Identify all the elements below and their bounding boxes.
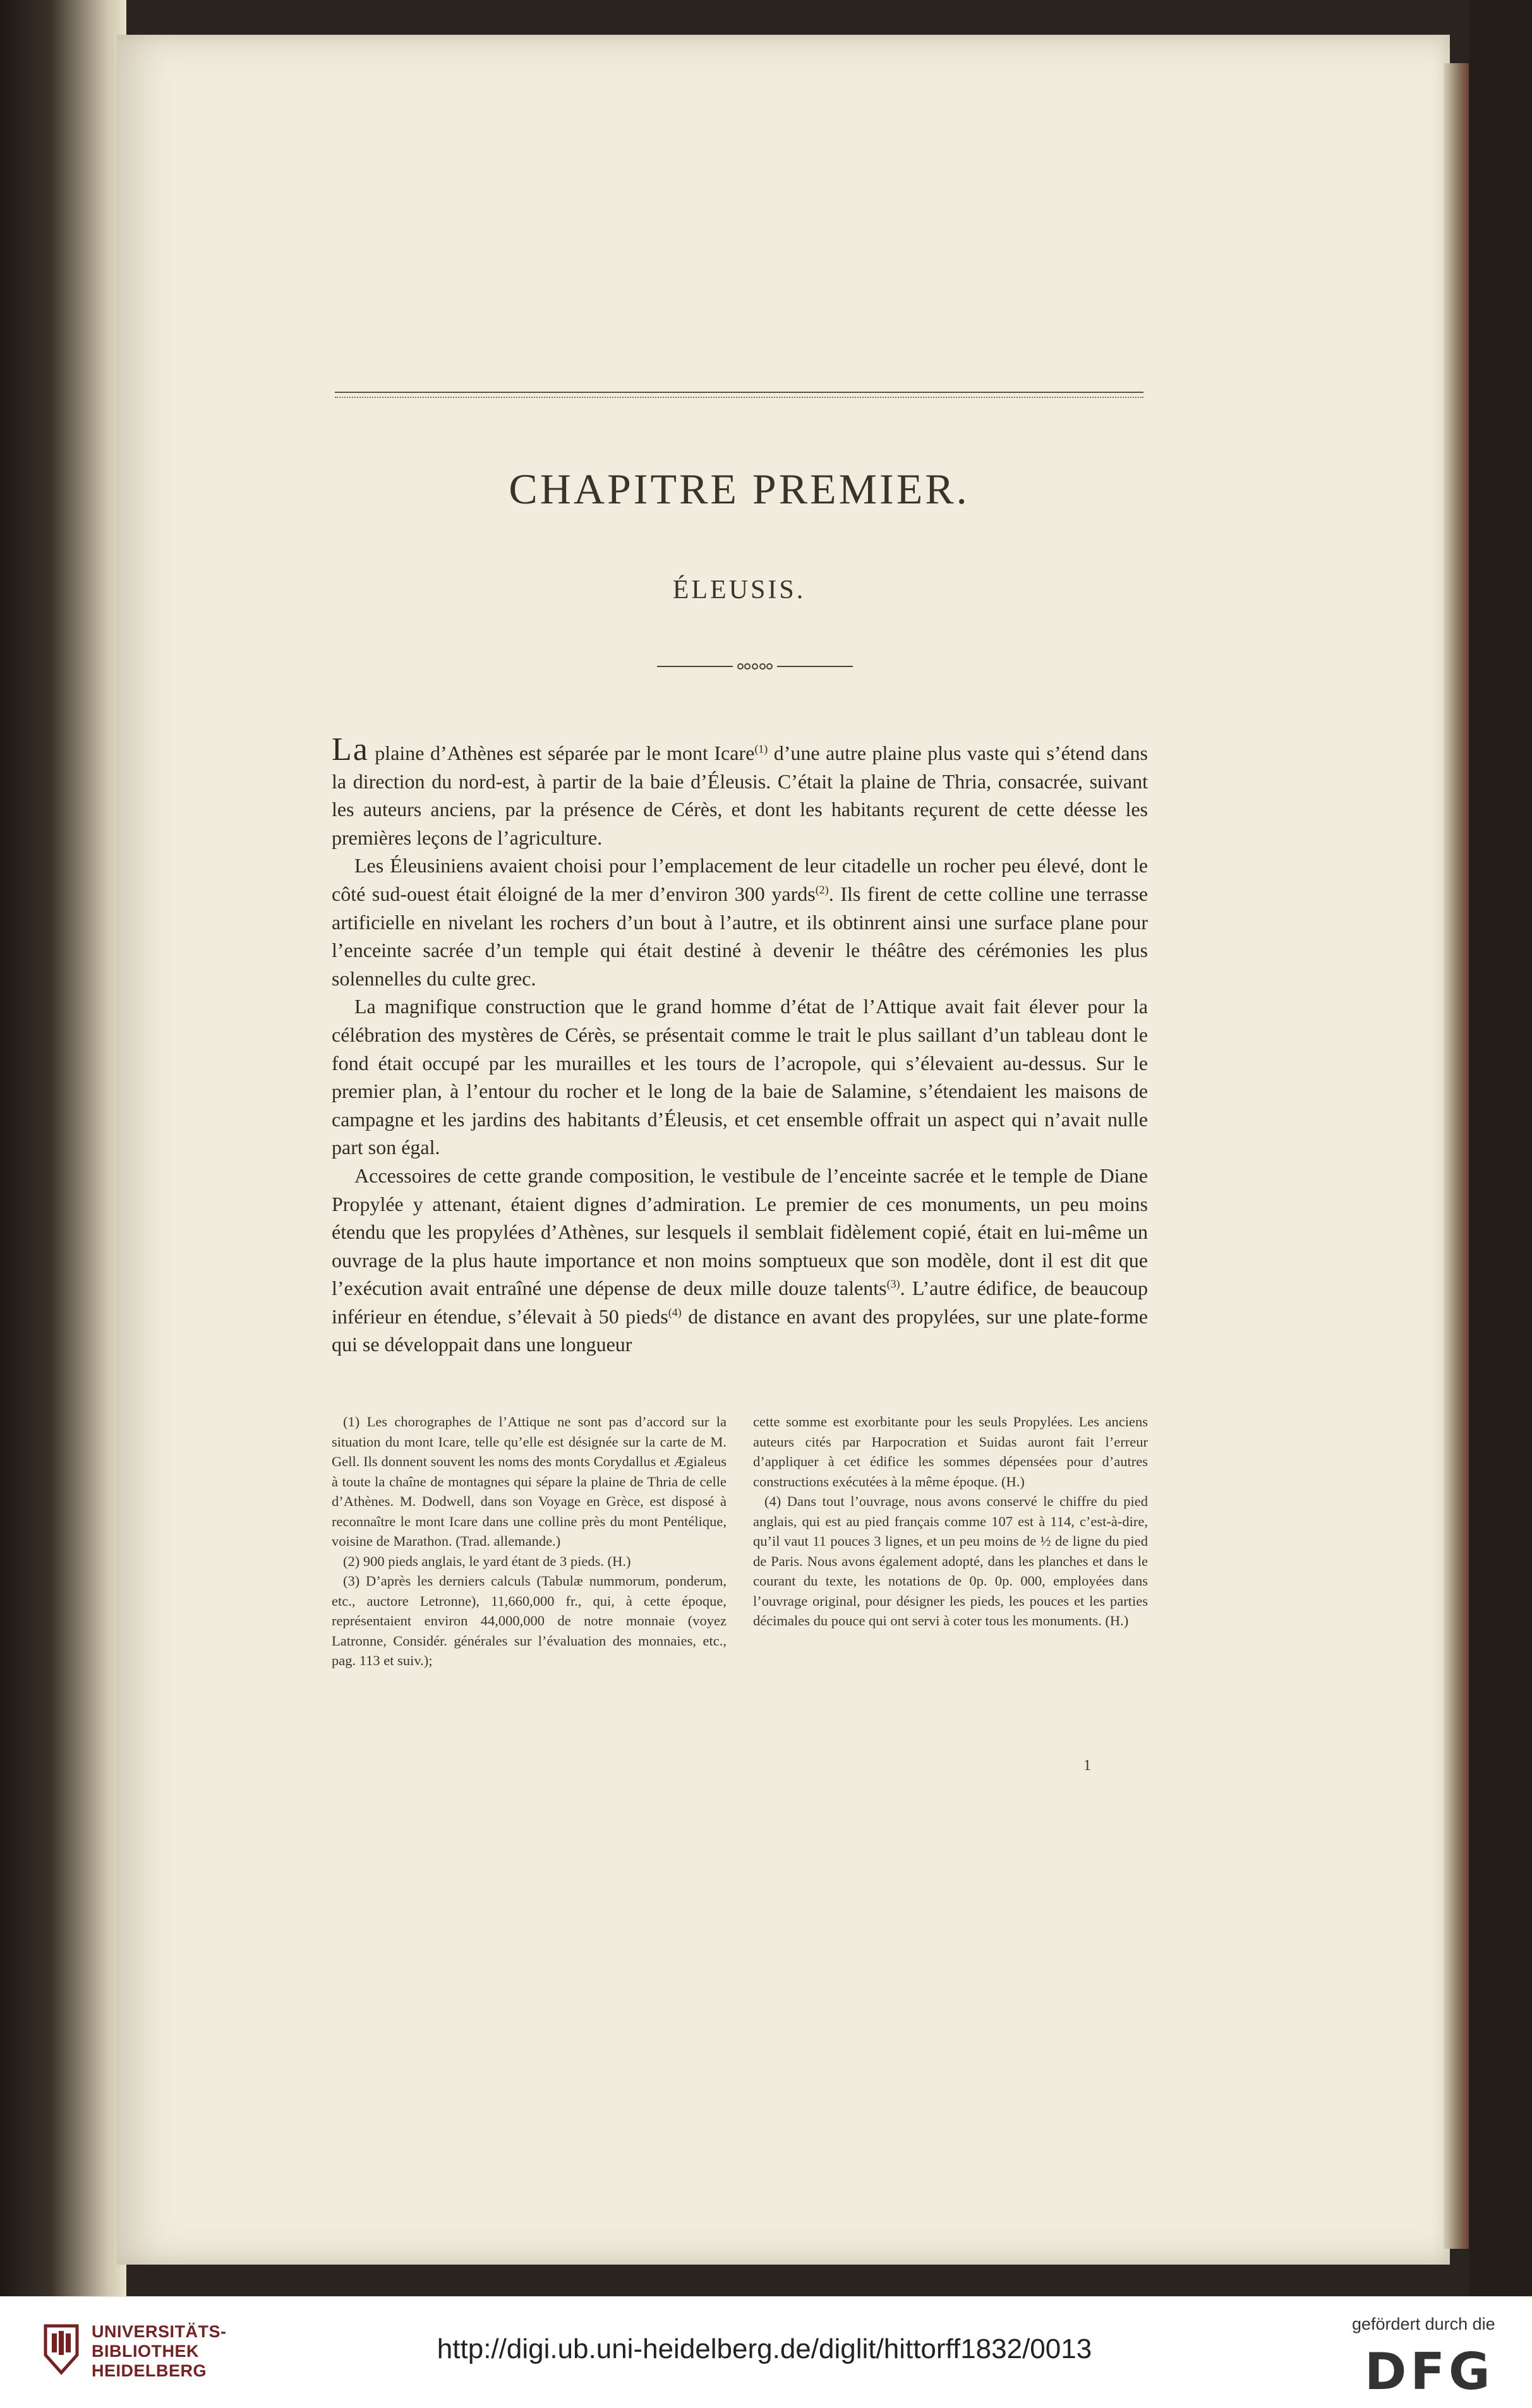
paragraph-text: . Ils firent de cette colline une terrasse artificielle en nivelant les rochers d’un bout à l’autre, et ils obtinrent ainsi une surface plane pour l’enceinte sacrée d’un temple qui était destiné à devenir le théâtre des cérémonies les plus solennelles du culte grec. [332, 882, 1149, 990]
paragraph-text: . L’autre édifice, de beaucoup inférieur en étendue, s’élevait à 50 pieds [332, 1277, 1149, 1328]
main-text [332, 731, 1149, 1359]
footnote: cette somme est exorbitante pour les seuls Propylées. Les anciens auteurs cités par Harpocration et Suidas auront fait l’erreur d’appliquer à cet édifice les sommes dépensées pour d’autres constructions exécutées à la même époque. (H.) [753, 1414, 1148, 1490]
university-logo-icon [43, 2323, 80, 2375]
footnote: (4) Dans tout l’ouvrage, nous avons conservé le chiffre du pied anglais, qui est au pied français comme 107 est à 114, c’est-à-dire, qu’il vaut 11 pouces 3 lignes, et un peu moins de ½ de ligne du pied de Paris. Nous avons également adopté, dans les planches et dans le courant du texte, les notations de 0p. 0p. 000, employées dans l’ouvrage original, pour désigner les pieds, les pouces et les parties décimales du pouce qui ont servi à coter tous les monuments. (H.) [753, 1493, 1148, 1628]
ornament-divider [657, 662, 853, 671]
footnote: (3) D’après les derniers calculs (Tabulæ nummorum, ponderum, etc., auctore Letronne), 11,660,000 fr., qui, à cette époque, représentaient environ 44,000,000 de notre monnaie (voyez Latronne, Considér. générales sur l’évaluation des monnaies, etc., pag. 113 et suiv.); [332, 1573, 727, 1668]
library-name-line: BIBLIOTHEK [92, 2342, 199, 2361]
header-rule [335, 392, 1143, 398]
chapter-subtitle: ÉLEUSIS. [672, 575, 806, 605]
library-name-line: HEIDELBERG [92, 2361, 207, 2380]
chapter-title: CHAPITRE PREMIER. [509, 465, 970, 513]
footnote-ref: (2) [815, 883, 829, 896]
paragraph-text: de distance en avant des propylées, sur une plate-forme qui se développait dans une longueur [332, 1304, 1149, 1356]
footer-bar [0, 2296, 1532, 2408]
page-number: 1 [1083, 1757, 1091, 1774]
permalink-url[interactable]: http://digi.ub.uni-heidelberg.de/diglit/hittorff1832/0013 [437, 2333, 1092, 2364]
paragraph-text: Accessoires de cette grande composition, le vestibule de l’enceinte sacrée et le temple de Diane Propylée y attenant, étaient dignes d’admiration. Le premier de ces monuments, un peu moins étendu que les propylées d’Athènes, sur lesquels il semblait fidèlement copié, était en lui-même un ouvrage de la plus haute importance et non moins somptueux que son modèle, dont il est dit que l’exécution avait entraîné une dépense de deux mille douze talents [332, 1164, 1148, 1300]
paragraph-text: Les Éleusiniens avaient choisi pour l’emplacement de leur citadelle un rocher peu élevé, dont le côté sud-ouest était éloigné de la mer d’environ 300 yards [332, 854, 1148, 905]
footnote-column-right [753, 1412, 1148, 1671]
drop-cap: La [332, 731, 369, 768]
library-name-line: UNIVERSITÄTS- [92, 2322, 227, 2341]
paragraph [332, 731, 1148, 852]
paragraph-text: d’une autre plaine plus vaste qui s’étend dans la direction du nord-est, à partir de la baie d’Éleusis. C’était la plaine de Thria, consacrée, suivant les auteurs anciens, par la présence de Cérès, et dont les habitants reçurent de cette déesse les premières leçons de l’agriculture. [332, 742, 1148, 849]
footnote-ref: (3) [886, 1277, 900, 1291]
library-name [92, 2322, 227, 2381]
footnote-ref: (4) [668, 1306, 682, 1319]
paragraph [332, 1162, 1148, 1359]
footnote-ref: (1) [754, 742, 768, 756]
paragraph-text: plaine d’Athènes est séparée par le mont Icare [368, 742, 755, 764]
footnote-column-left [332, 1412, 727, 1671]
funding-label: gefördert durch die [1352, 2315, 1495, 2333]
footnote: (1) Les chorographes de l’Attique ne sont pas d’accord sur la situation du mont Icare, telle qu’elle est désignée sur la carte de M. Gell. Ils donnent souvent les noms des monts Corydallus et Ægialeus à toute la chaîne de montagnes qui sépare la plaine de Thria de celle d’Athènes. M. Dodwell, dans son Voyage en Grèce, est disposé à reconnaître le mont Icare dans une colline près du mont Pentélique, voisine de Marathon. (Trad. allemande.) [332, 1414, 727, 1549]
paragraph: La magnifique construction que le grand homme d’état de l’Attique avait fait élever pour la célébration des mystères de Cérès, se présentait comme le trait le plus saillant d’un tableau dont le fond était occupé par les murailles et les tours de l’acropole, qui s’élevaient au-dessus. Sur le premier plan, à l’entour du rocher et le long de la baie de Salamine, s’étendaient les maisons de campagne et les jardins des habitants d’Éleusis, et cet ensemble offrait un aspect qui n’avait nulle part son égal. [332, 995, 1148, 1159]
dfg-logo: DFG [1365, 2342, 1494, 2401]
footnotes [332, 1412, 1148, 1671]
paragraph [332, 852, 1148, 992]
footnote: (2) 900 pieds anglais, le yard étant de 3 pieds. (H.) [343, 1553, 631, 1569]
